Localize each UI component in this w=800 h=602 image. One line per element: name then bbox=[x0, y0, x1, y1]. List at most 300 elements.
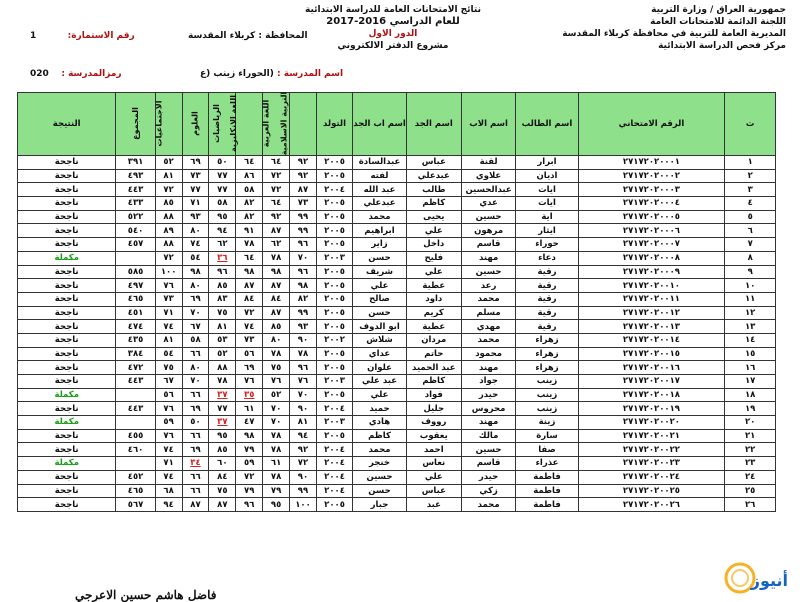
score-islamic: ٩٦ bbox=[290, 265, 317, 279]
score-social: ٧٢ bbox=[155, 251, 182, 265]
father-name: عدي bbox=[461, 197, 516, 211]
score-social: ٧٦ bbox=[155, 429, 182, 443]
father-name: رعد bbox=[461, 279, 516, 293]
great-grandfather-name: لفته bbox=[353, 169, 407, 183]
table-row bbox=[18, 388, 776, 402]
great-grandfather-name: علي bbox=[353, 388, 407, 402]
result: ناجحة bbox=[18, 265, 116, 279]
score-science: ٧٤ bbox=[182, 238, 209, 252]
result: ناجحة bbox=[18, 238, 116, 252]
score-science: ٧٠ bbox=[182, 375, 209, 389]
table-row bbox=[18, 156, 776, 170]
form-number bbox=[30, 30, 135, 42]
score-social: ٨٨ bbox=[155, 238, 182, 252]
student-name: رقية bbox=[516, 265, 578, 279]
score-english: ٧٩ bbox=[236, 443, 263, 457]
school-name-value: (الحوراء زينب (ع bbox=[200, 69, 274, 79]
score-arabic: ٧٢ bbox=[263, 183, 290, 197]
school-name bbox=[200, 68, 343, 80]
exam-number: ٢٧١٧٢٠٢٠٠٢١ bbox=[578, 429, 725, 443]
score-islamic: ٩٩ bbox=[290, 306, 317, 320]
score-english: ٩٦ bbox=[236, 498, 263, 512]
row-number: ١٢ bbox=[725, 306, 776, 320]
grandfather-name: داخل bbox=[406, 238, 461, 252]
exam-number: ٢٧١٧٢٠٢٠٠٠٧ bbox=[578, 238, 725, 252]
score-islamic: ٨٧ bbox=[290, 183, 317, 197]
score-math: ٨٧ bbox=[209, 498, 236, 512]
exam-number: ٢٧١٧٢٠٢٠٠٠٨ bbox=[578, 251, 725, 265]
total-score: ٤٥٥ bbox=[116, 429, 155, 443]
birth-year: ٢٠٠٥ bbox=[316, 347, 352, 361]
total-score bbox=[116, 388, 155, 402]
exam-number: ٢٧١٧٢٠٢٠٠١١ bbox=[578, 292, 725, 306]
table-row bbox=[18, 457, 776, 471]
total-score: ٥٨٥ bbox=[116, 265, 155, 279]
total-score: ٤٤٣ bbox=[116, 402, 155, 416]
score-arabic: ٧٠ bbox=[263, 402, 290, 416]
birth-year: ٢٠٠٣ bbox=[316, 375, 352, 389]
score-english: ٩١ bbox=[236, 224, 263, 238]
score-math: ٧٧ bbox=[209, 169, 236, 183]
row-number: ١٧ bbox=[725, 375, 776, 389]
col-header-text: العلوم bbox=[191, 111, 200, 136]
total-score bbox=[116, 251, 155, 265]
result: ناجحة bbox=[18, 306, 116, 320]
great-grandfather-name: عداي bbox=[353, 347, 407, 361]
grandfather-name: فواد bbox=[406, 388, 461, 402]
father-name: مالك bbox=[461, 429, 516, 443]
father-name: عبدالحسين bbox=[461, 183, 516, 197]
grandfather-name: عطية bbox=[406, 320, 461, 334]
score-math: ٧٥ bbox=[209, 484, 236, 498]
score-arabic: ٩٥ bbox=[263, 498, 290, 512]
great-grandfather-name: حميد bbox=[353, 402, 407, 416]
score-social: ١٠٠ bbox=[155, 265, 182, 279]
total-score: ٤٤٣ bbox=[116, 183, 155, 197]
exam-number: ٢٧١٧٢٠٢٠٠٠٥ bbox=[578, 210, 725, 224]
grandfather-name: كاظم bbox=[406, 197, 461, 211]
score-arabic: ٨٧ bbox=[263, 224, 290, 238]
score-english: ٣٥ bbox=[236, 388, 263, 402]
score-science: ٦٩ bbox=[182, 443, 209, 457]
row-number: ٧ bbox=[725, 238, 776, 252]
score-social: ٨٩ bbox=[155, 224, 182, 238]
col-header-text: اللغة العربية bbox=[260, 99, 270, 148]
score-math: ٨١ bbox=[209, 320, 236, 334]
school-code-value: 020 bbox=[30, 69, 49, 79]
academic-year: للعام الدراسي 2016-2017 bbox=[326, 16, 460, 27]
table-row bbox=[18, 429, 776, 443]
results-table bbox=[17, 92, 776, 512]
student-name: ابرار bbox=[516, 156, 578, 170]
table-row bbox=[18, 443, 776, 457]
father-name: حسين bbox=[461, 210, 516, 224]
row-number: ١٦ bbox=[725, 361, 776, 375]
row-number: ١١ bbox=[725, 292, 776, 306]
father-name: محمد bbox=[461, 333, 516, 347]
great-grandfather-name: شريف bbox=[353, 265, 407, 279]
score-islamic: ٧٨ bbox=[290, 347, 317, 361]
score-math: ٥٣ bbox=[209, 333, 236, 347]
total-score: ٤٣٥ bbox=[116, 333, 155, 347]
grandfather-name: عبدعلي bbox=[406, 169, 461, 183]
total-score: ٤٥٧ bbox=[116, 238, 155, 252]
col-header-text: اللغة الانكليزية bbox=[229, 95, 239, 152]
great-grandfather-name: كاظم bbox=[353, 429, 407, 443]
score-english: ٦٩ bbox=[236, 361, 263, 375]
score-math: ٧٧ bbox=[209, 402, 236, 416]
col-header: الرقم الامتحاني bbox=[578, 93, 725, 156]
score-science: ٦٩ bbox=[182, 292, 209, 306]
news-logo-icon bbox=[720, 556, 792, 598]
father-name: محمد bbox=[461, 498, 516, 512]
result: ناجحة bbox=[18, 429, 116, 443]
row-number: ٩ bbox=[725, 265, 776, 279]
student-name: زهراء bbox=[516, 361, 578, 375]
table-row bbox=[18, 210, 776, 224]
student-name: حوراء bbox=[516, 238, 578, 252]
score-science: ٥٨ bbox=[182, 333, 209, 347]
score-social: ٩٤ bbox=[155, 498, 182, 512]
score-social: ٧٥ bbox=[155, 361, 182, 375]
score-english: ٦٤ bbox=[236, 156, 263, 170]
signature: فاضل هاشم حسين الاعرجي bbox=[75, 588, 217, 602]
score-arabic: ٧٢ bbox=[263, 169, 290, 183]
score-arabic: ٦٤ bbox=[263, 197, 290, 211]
col-header: اسم اب الجد bbox=[353, 93, 407, 156]
score-social: ٥٢ bbox=[155, 156, 182, 170]
score-arabic: ٦٤ bbox=[263, 156, 290, 170]
result: ناجحة bbox=[18, 402, 116, 416]
exam-number: ٢٧١٧٢٠٢٠٠٠٩ bbox=[578, 265, 725, 279]
score-english: ٧٣ bbox=[236, 333, 263, 347]
col-header bbox=[155, 93, 182, 156]
result: مكملة bbox=[18, 457, 116, 471]
total-score: ٥٢٢ bbox=[116, 210, 155, 224]
exam-number: ٢٧١٧٢٠٢٠٠٠٦ bbox=[578, 224, 725, 238]
table-row bbox=[18, 347, 776, 361]
table-row bbox=[18, 484, 776, 498]
grandfather-name: نعاس bbox=[406, 457, 461, 471]
exam-number: ٢٧١٧٢٠٢٠٠٠٣ bbox=[578, 183, 725, 197]
great-grandfather-name: علوان bbox=[353, 361, 407, 375]
father-name: حسين bbox=[461, 443, 516, 457]
total-score: ٤٦٥ bbox=[116, 484, 155, 498]
form-number-value: 1 bbox=[30, 31, 37, 41]
total-score: ٤٩٧ bbox=[116, 279, 155, 293]
col-header bbox=[279, 91, 317, 156]
exam-number: ٢٧١٧٢٠٢٠٠٠١ bbox=[578, 156, 725, 170]
row-number: ٥ bbox=[725, 210, 776, 224]
score-arabic: ٨٧ bbox=[263, 306, 290, 320]
grandfather-name: رووف bbox=[406, 416, 461, 430]
great-grandfather-name: محمد bbox=[353, 443, 407, 457]
header-line: اللجنة الدائمة للامتحانات العامة bbox=[650, 17, 786, 27]
grandfather-name: مردان bbox=[406, 333, 461, 347]
score-social: ٧٢ bbox=[155, 183, 182, 197]
score-islamic: ٩٠ bbox=[290, 470, 317, 484]
score-social: ٨٥ bbox=[155, 197, 182, 211]
score-science: ٧٣ bbox=[182, 169, 209, 183]
score-islamic: ٩٩ bbox=[290, 224, 317, 238]
birth-year: ٢٠٠٥ bbox=[316, 238, 352, 252]
row-number: ٨ bbox=[725, 251, 776, 265]
score-arabic: ٨٠ bbox=[263, 333, 290, 347]
score-english: ٧٩ bbox=[236, 484, 263, 498]
student-name: زينب bbox=[516, 388, 578, 402]
score-math: ٥٢ bbox=[209, 347, 236, 361]
score-math: ٩٦ bbox=[209, 265, 236, 279]
score-arabic: ٥٢ bbox=[263, 388, 290, 402]
score-english: ٧٢ bbox=[236, 306, 263, 320]
table-row bbox=[18, 361, 776, 375]
total-score: ٥٤٠ bbox=[116, 224, 155, 238]
grandfather-name: حاتم bbox=[406, 347, 461, 361]
father-name: مهند bbox=[461, 251, 516, 265]
col-header-text: الاجتماعيات bbox=[154, 100, 164, 147]
father-name: مهدي bbox=[461, 320, 516, 334]
row-number: ٢٢ bbox=[725, 443, 776, 457]
birth-year: ٢٠٠٤ bbox=[316, 457, 352, 471]
great-grandfather-name: ابراهيم bbox=[353, 224, 407, 238]
col-header: النتيجة bbox=[18, 93, 116, 156]
score-islamic: ٩٦ bbox=[290, 361, 317, 375]
row-number: ١٣ bbox=[725, 320, 776, 334]
grandfather-name: عطية bbox=[406, 279, 461, 293]
score-islamic: ٩٣ bbox=[290, 320, 317, 334]
score-islamic: ٩٢ bbox=[290, 169, 317, 183]
result: ناجحة bbox=[18, 484, 116, 498]
table-row bbox=[18, 470, 776, 484]
grandfather-name: علي bbox=[406, 470, 461, 484]
score-science: ٦٦ bbox=[182, 388, 209, 402]
result: ناجحة bbox=[18, 361, 116, 375]
score-english: ٦٤ bbox=[236, 251, 263, 265]
exam-number: ٢٧١٧٢٠٢٠٠٢٢ bbox=[578, 443, 725, 457]
student-name: زينب bbox=[516, 402, 578, 416]
total-score: ٤٤٣ bbox=[116, 375, 155, 389]
score-english: ٨٦ bbox=[236, 169, 263, 183]
score-math: ٩٥ bbox=[209, 429, 236, 443]
grandfather-name: كاظم bbox=[406, 375, 461, 389]
birth-year: ٢٠٠٥ bbox=[316, 156, 352, 170]
score-science: ٦٦ bbox=[182, 470, 209, 484]
table-row bbox=[18, 333, 776, 347]
result: مكملة bbox=[18, 388, 116, 402]
col-header-text: التربية الاسلامية bbox=[279, 91, 289, 156]
total-score: ٤٦٠ bbox=[116, 443, 155, 457]
table-row bbox=[18, 402, 776, 416]
score-social: ٧٤ bbox=[155, 320, 182, 334]
score-arabic: ٧٨ bbox=[263, 470, 290, 484]
great-grandfather-name: خنجر bbox=[353, 457, 407, 471]
student-name: زهراء bbox=[516, 333, 578, 347]
header-line: المديرية العامة للتربية في محافظة كربلاء المقدسة bbox=[562, 29, 786, 39]
father-name: مهند bbox=[461, 361, 516, 375]
total-score bbox=[116, 457, 155, 471]
father-name: حيدر bbox=[461, 388, 516, 402]
score-english: ٧٦ bbox=[236, 375, 263, 389]
birth-year: ٢٠٠٢ bbox=[316, 333, 352, 347]
grandfather-name: علي bbox=[406, 224, 461, 238]
score-social: ٧١ bbox=[155, 457, 182, 471]
score-social: ٧٤ bbox=[155, 443, 182, 457]
score-islamic: ٧٢ bbox=[290, 457, 317, 471]
student-name: زهراء bbox=[516, 347, 578, 361]
total-score: ٤٥٢ bbox=[116, 470, 155, 484]
student-name: ايات bbox=[516, 183, 578, 197]
student-name: دعاء bbox=[516, 251, 578, 265]
result: ناجحة bbox=[18, 470, 116, 484]
score-islamic: ٩٩ bbox=[290, 484, 317, 498]
score-islamic: ٩٠ bbox=[290, 333, 317, 347]
student-name: اية bbox=[516, 210, 578, 224]
birth-year: ٢٠٠٥ bbox=[316, 265, 352, 279]
great-grandfather-name: حسين bbox=[353, 470, 407, 484]
table-row bbox=[18, 238, 776, 252]
exam-number: ٢٧١٧٢٠٢٠٠١٢ bbox=[578, 306, 725, 320]
score-english: ٧٤ bbox=[236, 320, 263, 334]
grandfather-name: يحيى bbox=[406, 210, 461, 224]
score-arabic: ٨٥ bbox=[263, 320, 290, 334]
score-social: ٥٩ bbox=[155, 416, 182, 430]
student-name: فاطمة bbox=[516, 470, 578, 484]
great-grandfather-name: عبدعلي bbox=[353, 197, 407, 211]
grandfather-name: علي bbox=[406, 265, 461, 279]
score-math: ٩٥ bbox=[209, 210, 236, 224]
table-row bbox=[18, 169, 776, 183]
birth-year: ٢٠٠٤ bbox=[316, 183, 352, 197]
birth-year: ٢٠٠٥ bbox=[316, 279, 352, 293]
grandfather-name: كريم bbox=[406, 306, 461, 320]
birth-year: ٢٠٠٥ bbox=[316, 498, 352, 512]
father-name: محروس bbox=[461, 402, 516, 416]
result: ناجحة bbox=[18, 498, 116, 512]
score-social: ٦٧ bbox=[155, 375, 182, 389]
score-islamic: ٧٠ bbox=[290, 388, 317, 402]
student-name: فاطمة bbox=[516, 498, 578, 512]
col-header bbox=[182, 93, 209, 156]
father-name: حسين bbox=[461, 265, 516, 279]
governorate: المحافظة : كربلاء المقدسة bbox=[188, 31, 308, 41]
row-number: ٤ bbox=[725, 197, 776, 211]
great-grandfather-name: محمد bbox=[353, 210, 407, 224]
score-arabic: ٧٨ bbox=[263, 429, 290, 443]
grandfather-name: عباس bbox=[406, 156, 461, 170]
student-name: رقية bbox=[516, 320, 578, 334]
table-row bbox=[18, 197, 776, 211]
row-number: ٢٦ bbox=[725, 498, 776, 512]
great-grandfather-name: عبدالسادة bbox=[353, 156, 407, 170]
birth-year: ٢٠٠٣ bbox=[316, 251, 352, 265]
great-grandfather-name: عبد علي bbox=[353, 375, 407, 389]
score-math: ٦٠ bbox=[209, 457, 236, 471]
birth-year: ٢٠٠٥ bbox=[316, 210, 352, 224]
score-islamic: ٧٦ bbox=[290, 375, 317, 389]
col-header: اسم الطالب bbox=[516, 93, 578, 156]
result: ناجحة bbox=[18, 197, 116, 211]
table-header-row bbox=[18, 93, 776, 156]
score-science: ٩٣ bbox=[182, 210, 209, 224]
result: ناجحة bbox=[18, 333, 116, 347]
score-islamic: ٩٤ bbox=[290, 429, 317, 443]
result: ناجحة bbox=[18, 375, 116, 389]
table-row bbox=[18, 416, 776, 430]
grandfather-name: داود bbox=[406, 292, 461, 306]
birth-year: ٢٠٠٥ bbox=[316, 361, 352, 375]
score-science: ٩٨ bbox=[182, 265, 209, 279]
birth-year: ٢٠٠٣ bbox=[316, 416, 352, 430]
row-number: ٢١ bbox=[725, 429, 776, 443]
score-math: ٧٨ bbox=[209, 375, 236, 389]
great-grandfather-name: حسن bbox=[353, 484, 407, 498]
row-number: ١٥ bbox=[725, 347, 776, 361]
birth-year: ٢٠٠٥ bbox=[316, 224, 352, 238]
form-number-label: رقم الاستمارة: bbox=[67, 31, 135, 41]
score-science: ٧١ bbox=[182, 197, 209, 211]
great-grandfather-name: زاير bbox=[353, 238, 407, 252]
great-grandfather-name: جبار bbox=[353, 498, 407, 512]
row-number: ٢ bbox=[725, 169, 776, 183]
row-number: ٦ bbox=[725, 224, 776, 238]
student-name: زينب bbox=[516, 375, 578, 389]
score-arabic: ٧٨ bbox=[263, 347, 290, 361]
exam-number: ٢٧١٧٢٠٢٠٠٢٥ bbox=[578, 484, 725, 498]
exam-number: ٢٧١٧٢٠٢٠٠٢٣ bbox=[578, 457, 725, 471]
score-social: ٥٦ bbox=[155, 388, 182, 402]
result: ناجحة bbox=[18, 443, 116, 457]
exam-number: ٢٧١٧٢٠٢٠٠١٥ bbox=[578, 347, 725, 361]
table-row bbox=[18, 224, 776, 238]
score-social: ٨٨ bbox=[155, 210, 182, 224]
score-islamic: ١٠٠ bbox=[290, 498, 317, 512]
score-science: ٨٠ bbox=[182, 224, 209, 238]
birth-year: ٢٠٠٥ bbox=[316, 197, 352, 211]
score-social: ٧٦ bbox=[155, 279, 182, 293]
birth-year: ٢٠٠٤ bbox=[316, 443, 352, 457]
father-name: حيدر bbox=[461, 470, 516, 484]
birth-year: ٢٠٠٤ bbox=[316, 470, 352, 484]
student-name: سارة bbox=[516, 429, 578, 443]
score-social: ٨١ bbox=[155, 169, 182, 183]
score-arabic: ٧٨ bbox=[263, 443, 290, 457]
great-grandfather-name: حسن bbox=[353, 306, 407, 320]
row-number: ٢٤ bbox=[725, 470, 776, 484]
grandfather-name: فليح bbox=[406, 251, 461, 265]
exam-number: ٢٧١٧٢٠٢٠٠١٣ bbox=[578, 320, 725, 334]
score-social: ٥٤ bbox=[155, 347, 182, 361]
score-math: ٨٣ bbox=[209, 292, 236, 306]
score-math: ٥٨ bbox=[209, 197, 236, 211]
row-number: ١٤ bbox=[725, 333, 776, 347]
total-score: ٤٩٣ bbox=[116, 169, 155, 183]
score-science: ٦٦ bbox=[182, 429, 209, 443]
score-math: ٧٧ bbox=[209, 183, 236, 197]
score-islamic: ٩٢ bbox=[290, 443, 317, 457]
col-header bbox=[116, 93, 155, 156]
table-row bbox=[18, 375, 776, 389]
score-science: ٨٠ bbox=[182, 279, 209, 293]
score-math: ٦٢ bbox=[209, 238, 236, 252]
exam-number: ٢٧١٧٢٠٢٠٠١٦ bbox=[578, 361, 725, 375]
score-arabic: ٩٨ bbox=[263, 265, 290, 279]
score-science: ٧٧ bbox=[182, 183, 209, 197]
birth-year: ٢٠٠٥ bbox=[316, 388, 352, 402]
row-number: ٢٥ bbox=[725, 484, 776, 498]
father-name: زكي bbox=[461, 484, 516, 498]
total-score: ٤٥١ bbox=[116, 306, 155, 320]
score-science: ٥٠ bbox=[182, 416, 209, 430]
